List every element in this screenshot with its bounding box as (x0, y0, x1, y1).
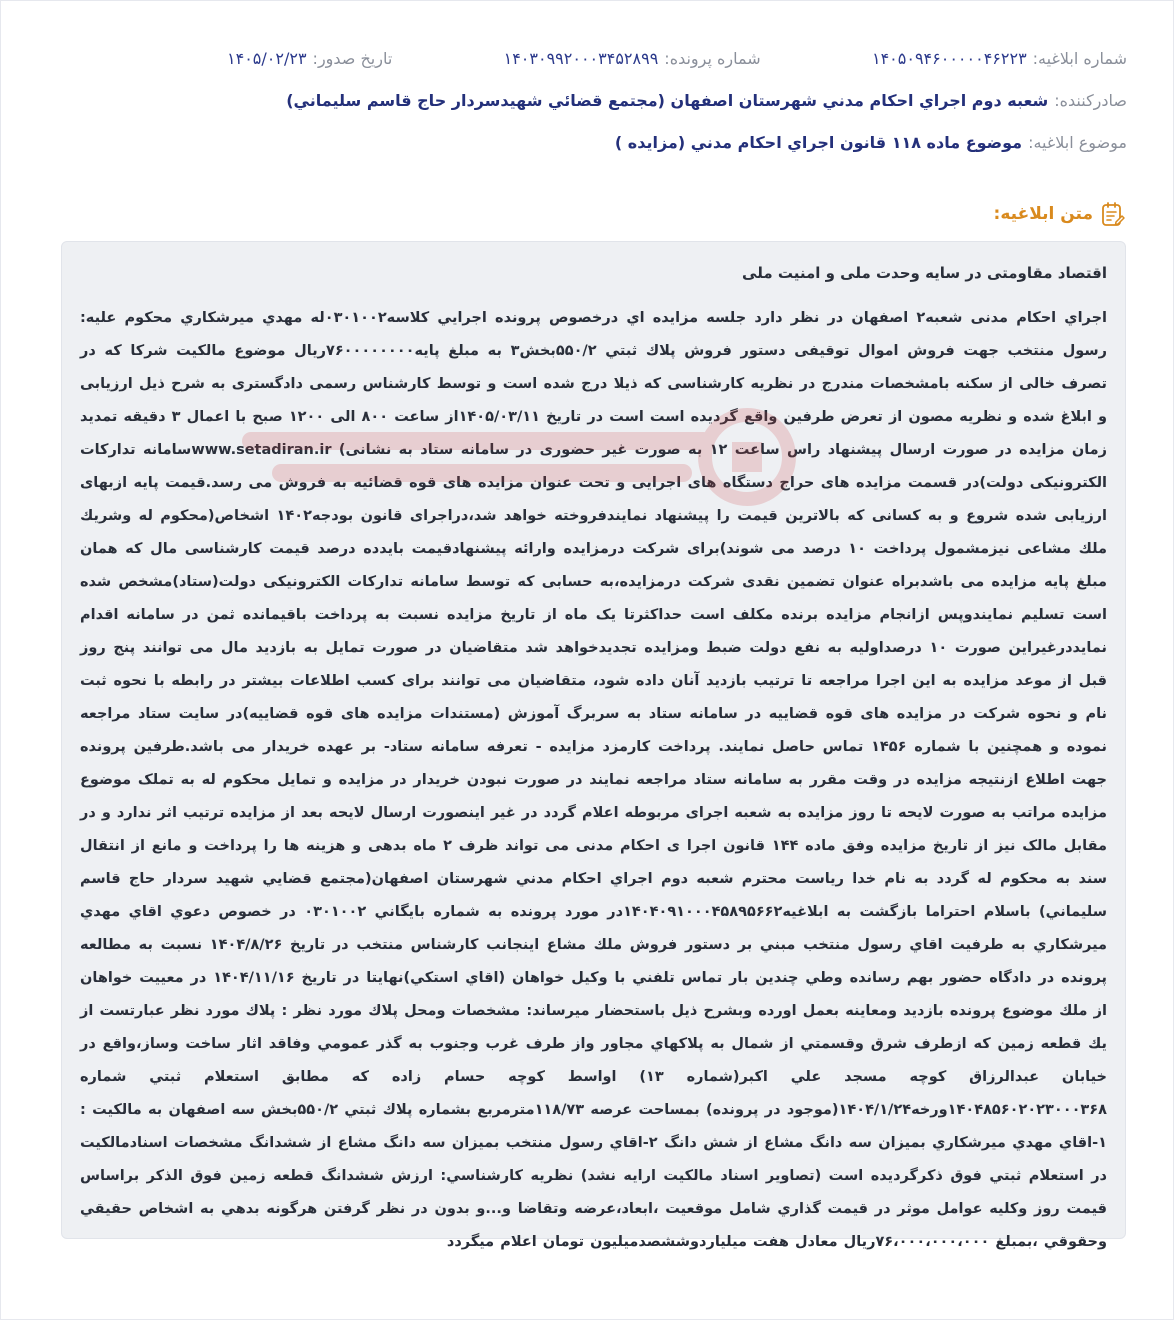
subject (615, 133, 1127, 152)
notice-body (61, 241, 1126, 1250)
case-number-value: ۱۴۰۳۰۹۹۲۰۰۰۳۴۵۲۸۹۹ (503, 49, 659, 68)
case-number (504, 49, 761, 68)
issue-date-label: تاریخ صدور: (312, 49, 393, 68)
case-number-label: شماره پرونده: (664, 49, 761, 68)
notice-body-text: اجراي احكام مدنى شعبه۲ اصفهان در نظر دارد جلسه مزايده اي درخصوص پرونده اجرايي كلاسه۰۳۰۱۰۰۲له مهدي ميرشكاري محكوم عليه: رسول منتخب جهت فروش اموال توقيفى دستور فروش پلاك ثبتي ۵۵۰/۲بخش۳ به مبلغ پايه۷۶۰۰۰۰۰۰۰۰ريال موضوع مالكيت شركا كه در تصرف خالى از سكنه بامشخصات مندرج در نظريه كارشناسى كه ذيلا درج شده است و توسط كارشناس رسمى دادگسترى به شرح ذيل ارزيابى و ابلاغ شده و نظريه مصون از تعرض طرفين واقع گرديده است است در تاريخ ۱۴۰۵/۰۳/۱۱از ساعت ۸۰۰ الى ۱۲۰۰ صبح با اعمال ۳ دقيقه تمديد زمان مزايده در صورت ارسال پيشنهاد راس ساعت ۱۲ به صورت غير حضورى در سامانه ستاد به نشانى) www.setadiran.irسامانه تداركات الكترونيكى دولت)در قسمت مزايده هاى حراج دستگاه هاى اجرايى و تحت عنوان مزايده هاى قوه قضائيه به فروش مى رسد.قيمت پايه ازبهاى ارزيابى شده شروع و به كسانى كه بالاترين قيمت را پيشنهاد نمايندفروخته خواهد شد،دراجراى قانون بودجه۱۴۰۲ اشخاص(محكوم له وشريك ملك مشاعى نيزمشمول پرداخت ۱۰ درصد مى شوند)براى شركت درمزايده وارائه پيشنهادقيمت بايدده درصد قيمت كارشناسى مال كه همان مبلغ پايه مزايده مى باشدبراه عنوان تضمين نقدى شركت درمزايده،به حسابى كه توسط سامانه تداركات الكترونيكى دولت(ستاد)مشخص شده است تسليم نمايندوپس ازانجام مزايده برنده مكلف است حداكثرتا يک ماه از تاريخ مزايده نسبت به پرداخت باقيمانده ثمن در سامانه اقدام نمايددرغيراين صورت ۱۰ درصداوليه به نفع دولت ضبط ومزايده تجديدخواهد شد متقاضيان در صورت تمايل به بازديد مال مى توانند پنج روز قبل از موعد مزايده به اين اجرا مراجعه تا ترتيب بازديد آنان داده شود، متقاضيان مى توانند براى كسب اطلاعات بيشتر در رابطه با نحوه ثبت نام و نحوه شركت در مزايده هاى قوه قضاييه در سامانه ستاد به سربرگ آموزش (مستندات مزايده هاى قوه قضاييه)در سايت ستاد مراجعه نموده و همچنين با شماره ۱۴۵۶ تماس حاصل نمايند. پرداخت كارمزد مزايده - تعرفه سامانه ستاد- بر عهده خريدار مى باشد.طرفين پرونده جهت اطلاع ازنتيجه مزايده در وقت مقرر به سامانه ستاد مراجعه نمايند در صورت نبودن خريدار در مزايده و تمايل محكوم له به تملک موضوع مزايده مراتب به صورت لايحه تا روز مزايده به شعبه اجراى مربوطه اعلام گردد در غير اينصورت ارسال لايحه بعد از مزايده ترتيب اثر ندارد و در مقابل مالک نيز از تاريخ مزايده وفق ماده ۱۴۴ قانون اجرا ى احكام مدنى مى تواند ظرف ۲ ماه بدهى و هزينه ها را پرداخت و مانع از انتقال سند به محكوم له گردد به نام خدا رياست محترم شعبه دوم اجراي احكام مدني شهرستان اصفهان(مجتمع قضايي شهيد سردار حاج قاسم سليماني) باسلام احتراما بازگشت به ابلاغيه۱۴۰۴۰۹۱۰۰۰۴۵۸۹۵۶۶۲در مورد پرونده به شماره بايگاني ۰۳۰۱۰۰۲ در خصوص دعوي اقاي مهدي ميرشكاري به طرفيت اقاي رسول منتخب مبني بر دستور فروش ملك مشاع اينجانب كارشناس منتخب در تاريخ ۱۴۰۴/۸/۲۶ نسبت به مطالعه پرونده در دادگاه حضور بهم رسانده وطي چندين بار تماس تلفني با وكيل خواهان (اقاي استكي)نهايتا در تاريخ ۱۴۰۴/۱۱/۱۶ در معييت خواهان از ملك موضوع پرونده بازديد ومعاينه بعمل اورده وبشرح ذيل باستحضار ميرساند: مشخصات ومحل پلاك مورد نظر : پلاك مورد نظر عبارتست از يك قطعه زمين كه ازطرف شرق وقسمتي از شمال به پلاكهاي مجاور واز طرف غرب وجنوب به گذر عمومي وفاقد اثار ساخت وساز،واقع در خيابان عبدالرزاق كوچه مسجد علي اكبر(شماره ۱۳) اواسط كوچه حسام زاده كه مطابق استعلام ثبتي شماره ۱۴۰۴۸۵۶۰۲۰۲۳۰۰۰۳۶۸ورخه۱۴۰۴/۱/۲۴(موجود در پرونده) بمساحت عرصه ۱۱۸/۷۳مترمربع بشماره پلاك ثبتي ۵۵۰/۲بخش سه اصفهان به مالكيت : ۱-اقاي مهدي ميرشكاري بميزان سه دانگ مشاع از شش دانگ ۲-اقاي رسول منتخب بميزان سه دانگ مشاع از ششدانگ مشخصات اسنادمالكيت در استعلام ثبتي فوق ذكرگرديده است (تصاوير اسناد مالكيت ارايه نشد) نظريه كارشناسي: ارزش ششدانگ قطعه زمين فوق الذكر براساس قيمت روز وكليه عوامل موثر در قيمت گذاري شامل موقعيت ،ابعاد،عرضه وتقاضا و...و بدون در نظر گرفتن هرگونه بدهي به اشخاص حقيقي وحقوقي ،بمبلغ ۷۶،۰۰۰،۰۰۰،۰۰۰ريال معادل هفت ميلياردوششصدميليون تومان اعلام ميگردد (80, 310, 1108, 1250)
meta-row-issuer (47, 91, 1127, 133)
issuer-value: شعبه دوم اجراي احكام مدني شهرستان اصفهان (مجتمع قضائي شهيدسردار حاج قاسم سليماني) (286, 91, 1049, 110)
meta-row-subject (47, 133, 1127, 175)
subject-label: موضوع ابلاغیه: (1028, 133, 1127, 152)
meta-row-ids (47, 49, 1127, 91)
slogan: اقتصاد مقاومتی در سایه وحدت ملی و امنیت ملی (742, 264, 1107, 282)
notice-meta (47, 49, 1127, 175)
notice-number-label: شماره ابلاغیه: (1032, 49, 1127, 68)
issue-date (227, 49, 392, 68)
issuer (286, 91, 1127, 110)
subject-value: موضوع ماده ۱۱۸ قانون اجراي احكام مدني (مزايده ) (614, 133, 1023, 152)
notice-number-value: ۱۴۰۵۰۹۴۶۰۰۰۰۰۴۶۲۲۳ (871, 49, 1027, 68)
issue-date-value: ۱۴۰۵/۰۲/۲۳ (227, 49, 307, 68)
notice-number (872, 49, 1127, 68)
note-icon (1101, 201, 1125, 227)
section-title (994, 201, 1125, 227)
issuer-label: صادرکننده: (1054, 91, 1127, 110)
section-title-text: متن ابلاغیه: (993, 204, 1093, 224)
